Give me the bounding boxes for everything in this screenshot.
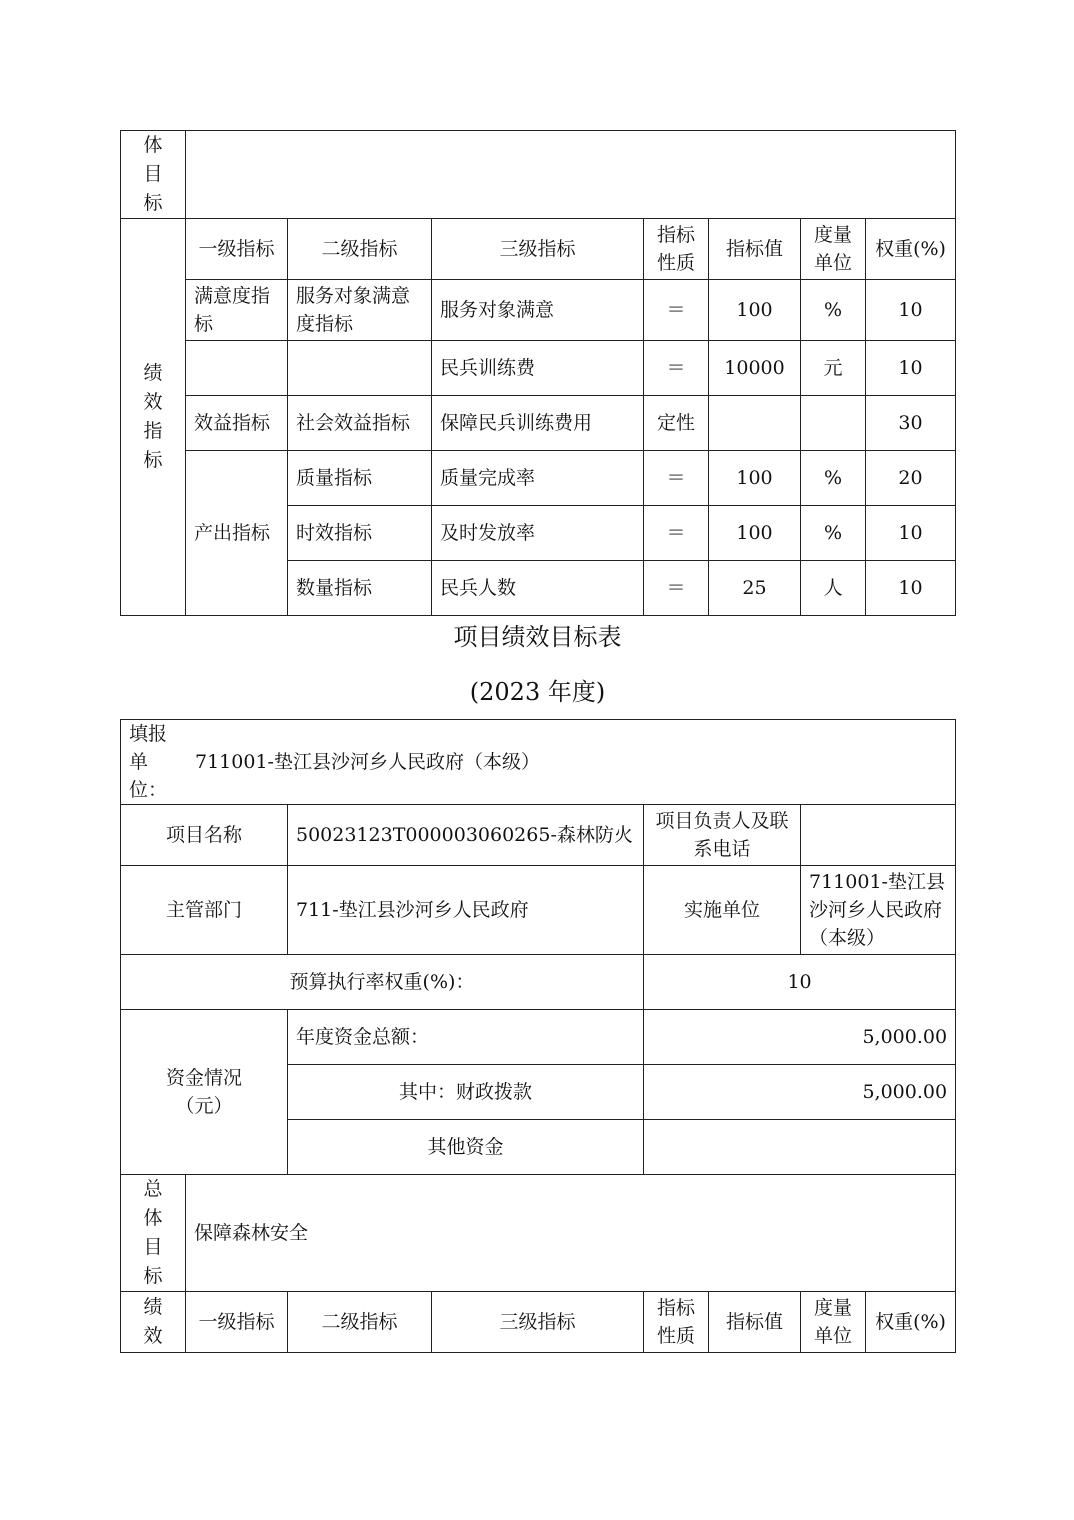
cell-level2: 服务对象满意度指标 <box>288 280 432 341</box>
reporting-unit-label: 填报 单 位： <box>129 723 168 801</box>
overall-goal-text <box>186 131 956 219</box>
cell-nature: 定性 <box>644 396 709 451</box>
overall-goal-label: 体 目 标 <box>121 131 186 219</box>
impl-unit-value: 711001-垫江县沙河乡人民政府（本级） <box>801 866 956 955</box>
cell-unit: 人 <box>801 561 866 616</box>
project-name-value: 50023123T000003060265-森林防火 <box>288 805 644 866</box>
header-unit: 度量单位 <box>801 219 866 280</box>
cell-level1 <box>186 341 288 396</box>
cell-level2: 质量指标 <box>288 451 432 506</box>
cell-nature: ＝ <box>644 341 709 396</box>
header-unit: 度量单位 <box>801 1292 866 1353</box>
cell-level3: 民兵人数 <box>432 561 644 616</box>
cell-level1: 效益指标 <box>186 396 288 451</box>
project-name-label: 项目名称 <box>121 805 288 866</box>
header-level3: 三级指标 <box>432 219 644 280</box>
other-funds-value <box>644 1120 956 1175</box>
cell-weight: 10 <box>866 561 956 616</box>
header-level1: 一级指标 <box>186 219 288 280</box>
impl-unit-label: 实施单位 <box>644 866 801 955</box>
table-row <box>121 341 956 396</box>
header-nature: 指标性质 <box>644 219 709 280</box>
cell-weight: 10 <box>866 341 956 396</box>
header-level3: 三级指标 <box>432 1292 644 1353</box>
cell-level3: 民兵训练费 <box>432 341 644 396</box>
annual-total-label: 年度资金总额： <box>288 1010 644 1065</box>
dept-value: 711-垫江县沙河乡人民政府 <box>288 866 644 955</box>
dept-label: 主管部门 <box>121 866 288 955</box>
header-level2: 二级指标 <box>288 219 432 280</box>
cell-weight: 30 <box>866 396 956 451</box>
reporting-unit-row <box>121 720 956 805</box>
cell-unit: % <box>801 506 866 561</box>
cell-value: 100 <box>709 280 801 341</box>
cell-unit: 元 <box>801 341 866 396</box>
cell-weight: 10 <box>866 506 956 561</box>
header-row <box>121 1292 956 1353</box>
cell-level3: 服务对象满意 <box>432 280 644 341</box>
other-funds-label: 其他资金 <box>288 1120 644 1175</box>
performance-table-1 <box>120 130 956 616</box>
overall-goal-text: 保障森林安全 <box>186 1175 956 1292</box>
table-row <box>121 280 956 341</box>
fiscal-allocation-label: 其中：财政拨款 <box>288 1065 644 1120</box>
table-row <box>121 396 956 451</box>
cell-level2: 数量指标 <box>288 561 432 616</box>
performance-table-2 <box>120 719 956 1353</box>
cell-level2: 时效指标 <box>288 506 432 561</box>
cell-weight: 10 <box>866 280 956 341</box>
cell-nature: ＝ <box>644 561 709 616</box>
cell-unit: % <box>801 280 866 341</box>
cell-nature: ＝ <box>644 451 709 506</box>
performance-indicators-label: 绩 效 指 标 <box>121 219 186 616</box>
table-row <box>121 451 956 506</box>
cell-value: 100 <box>709 451 801 506</box>
header-nature: 指标性质 <box>644 1292 709 1353</box>
page-subtitle: (2023 年度) <box>469 678 606 706</box>
cell-unit: % <box>801 451 866 506</box>
cell-unit <box>801 396 866 451</box>
header-weight: 权重(%) <box>866 1292 956 1353</box>
overall-goal-label: 总 体 目 标 <box>121 1175 186 1292</box>
contact-value <box>801 805 956 866</box>
reporting-unit-value: 711001-垫江县沙河乡人民政府（本级） <box>195 751 540 773</box>
cell-value: 25 <box>709 561 801 616</box>
cell-value <box>709 396 801 451</box>
cell-level2: 社会效益指标 <box>288 396 432 451</box>
header-value: 指标值 <box>709 219 801 280</box>
cell-level3: 及时发放率 <box>432 506 644 561</box>
cell-nature: ＝ <box>644 280 709 341</box>
cell-level1: 满意度指标 <box>186 280 288 341</box>
cell-weight: 20 <box>866 451 956 506</box>
annual-total-value: 5,000.00 <box>644 1010 956 1065</box>
header-value: 指标值 <box>709 1292 801 1353</box>
funds-label: 资金情况（元） <box>121 1010 288 1175</box>
cell-level3: 质量完成率 <box>432 451 644 506</box>
cell-level1: 产出指标 <box>186 451 288 616</box>
cell-value: 100 <box>709 506 801 561</box>
budget-rate-label: 预算执行率权重(%)： <box>121 955 644 1010</box>
header-weight: 权重(%) <box>866 219 956 280</box>
header-row <box>121 219 956 280</box>
performance-indicators-label: 绩 效 <box>121 1292 186 1353</box>
header-level1: 一级指标 <box>186 1292 288 1353</box>
fiscal-allocation-value: 5,000.00 <box>644 1065 956 1120</box>
cell-level2 <box>288 341 432 396</box>
cell-nature: ＝ <box>644 506 709 561</box>
cell-value: 10000 <box>709 341 801 396</box>
contact-label: 项目负责人及联系电话 <box>644 805 801 866</box>
page-title: 项目绩效目标表 <box>453 623 622 651</box>
budget-rate-value: 10 <box>644 955 956 1010</box>
header-level2: 二级指标 <box>288 1292 432 1353</box>
cell-level3: 保障民兵训练费用 <box>432 396 644 451</box>
